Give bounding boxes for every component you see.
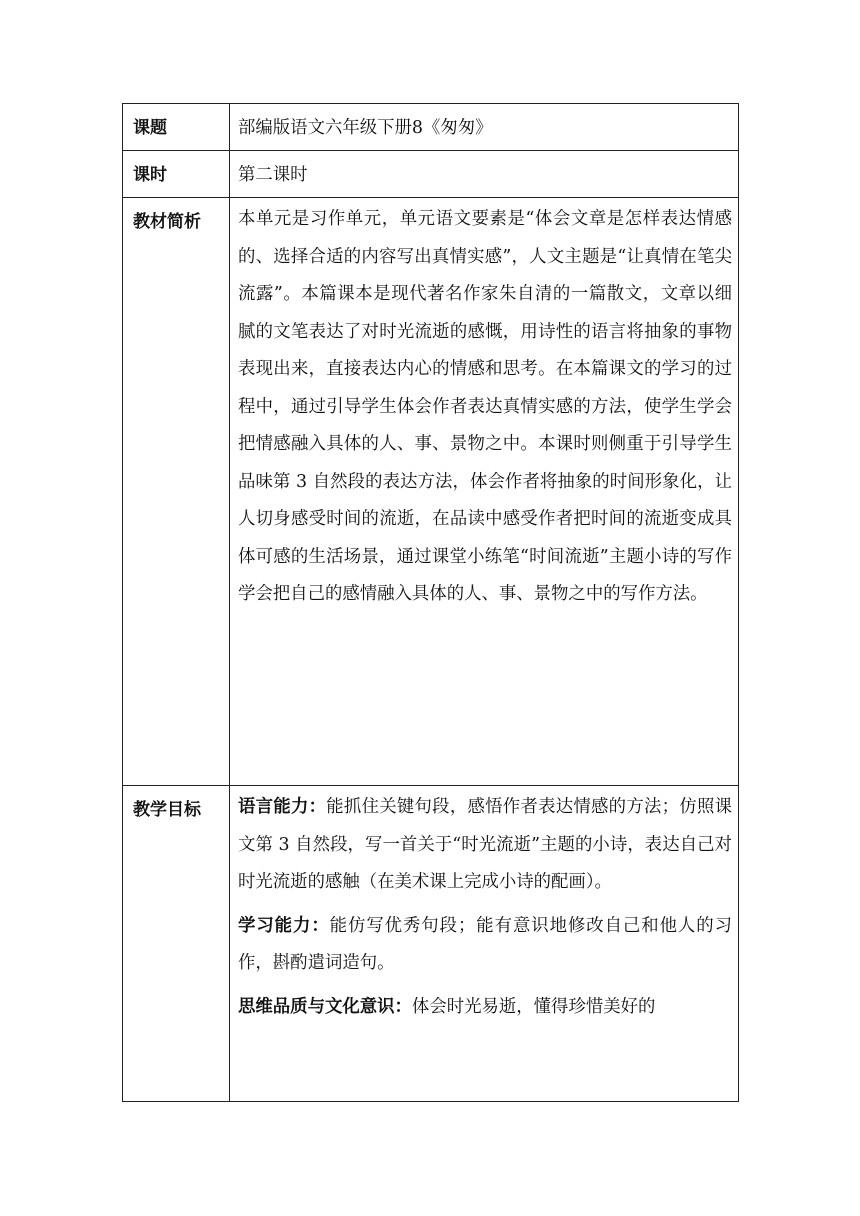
topic-value: 部编版语文六年级下册8《匆匆》 — [230, 104, 739, 151]
analysis-cell — [230, 198, 739, 786]
goal-thinking — [238, 989, 732, 1027]
goal-learning-label: 学习能力： — [238, 915, 330, 936]
goal-language — [238, 789, 732, 902]
goal-learning — [238, 908, 732, 983]
table-row-period — [123, 151, 739, 198]
lesson-plan-table — [122, 103, 739, 1102]
analysis-text: 本单元是习作单元，单元语文要素是“体会文章是怎样表达情感的、选择合适的内容写出真情实感”，人文主题是“让真情在笔尖流露”。本篇课本是现代著名作家朱自清的一篇散文，文章以细腻的文笔表达了对时光流逝的感慨，用诗性的语言将抽象的事物表现出来，直接表达内心的情感和思考。在本篇课文的学习的过程中，通过引导学生体会作者表达真情实感的方法，使学生学会把情感融入具体的人、事、景物之中。本课时则侧重于引导学生品味第 3 自然段的表达方法，体会作者将抽象的时间形象化，让人切身感受时间的流逝，在品读中感受作者把时间的流逝变成具体可感的生活场景，通过课堂小练笔“时间流逝”主题小诗的写作学会把自己的感情融入具体的人、事、景物之中的写作方法。 — [238, 209, 732, 604]
goals-label: 教学目标 — [123, 786, 230, 1102]
goal-thinking-text: 体会时光易逝，懂得珍惜美好的 — [411, 996, 656, 1017]
topic-label: 课题 — [123, 104, 230, 151]
goal-thinking-label: 思维品质与文化意识： — [238, 996, 412, 1017]
goal-language-label: 语言能力： — [238, 797, 327, 817]
table-row-analysis — [123, 198, 739, 786]
table-row-goals — [123, 786, 739, 1102]
goal-learning-text: 能仿写优秀句段；能有意识地修改自己和他人的习作，斟酌遣词造句。 — [238, 915, 732, 973]
goal-language-text: 能抓住关键句段，感悟作者表达情感的方法；仿照课文第 3 自然段，写一首关于“时光流逝”主题的小诗，表达自己对时光流逝的感触（在美术课上完成小诗的配画）。 — [238, 797, 732, 892]
period-value: 第二课时 — [230, 151, 739, 198]
analysis-label: 教材简析 — [123, 198, 230, 786]
period-label: 课时 — [123, 151, 230, 198]
goals-cell — [230, 786, 739, 1102]
goals-list — [238, 786, 732, 1026]
table-row-topic — [123, 104, 739, 151]
